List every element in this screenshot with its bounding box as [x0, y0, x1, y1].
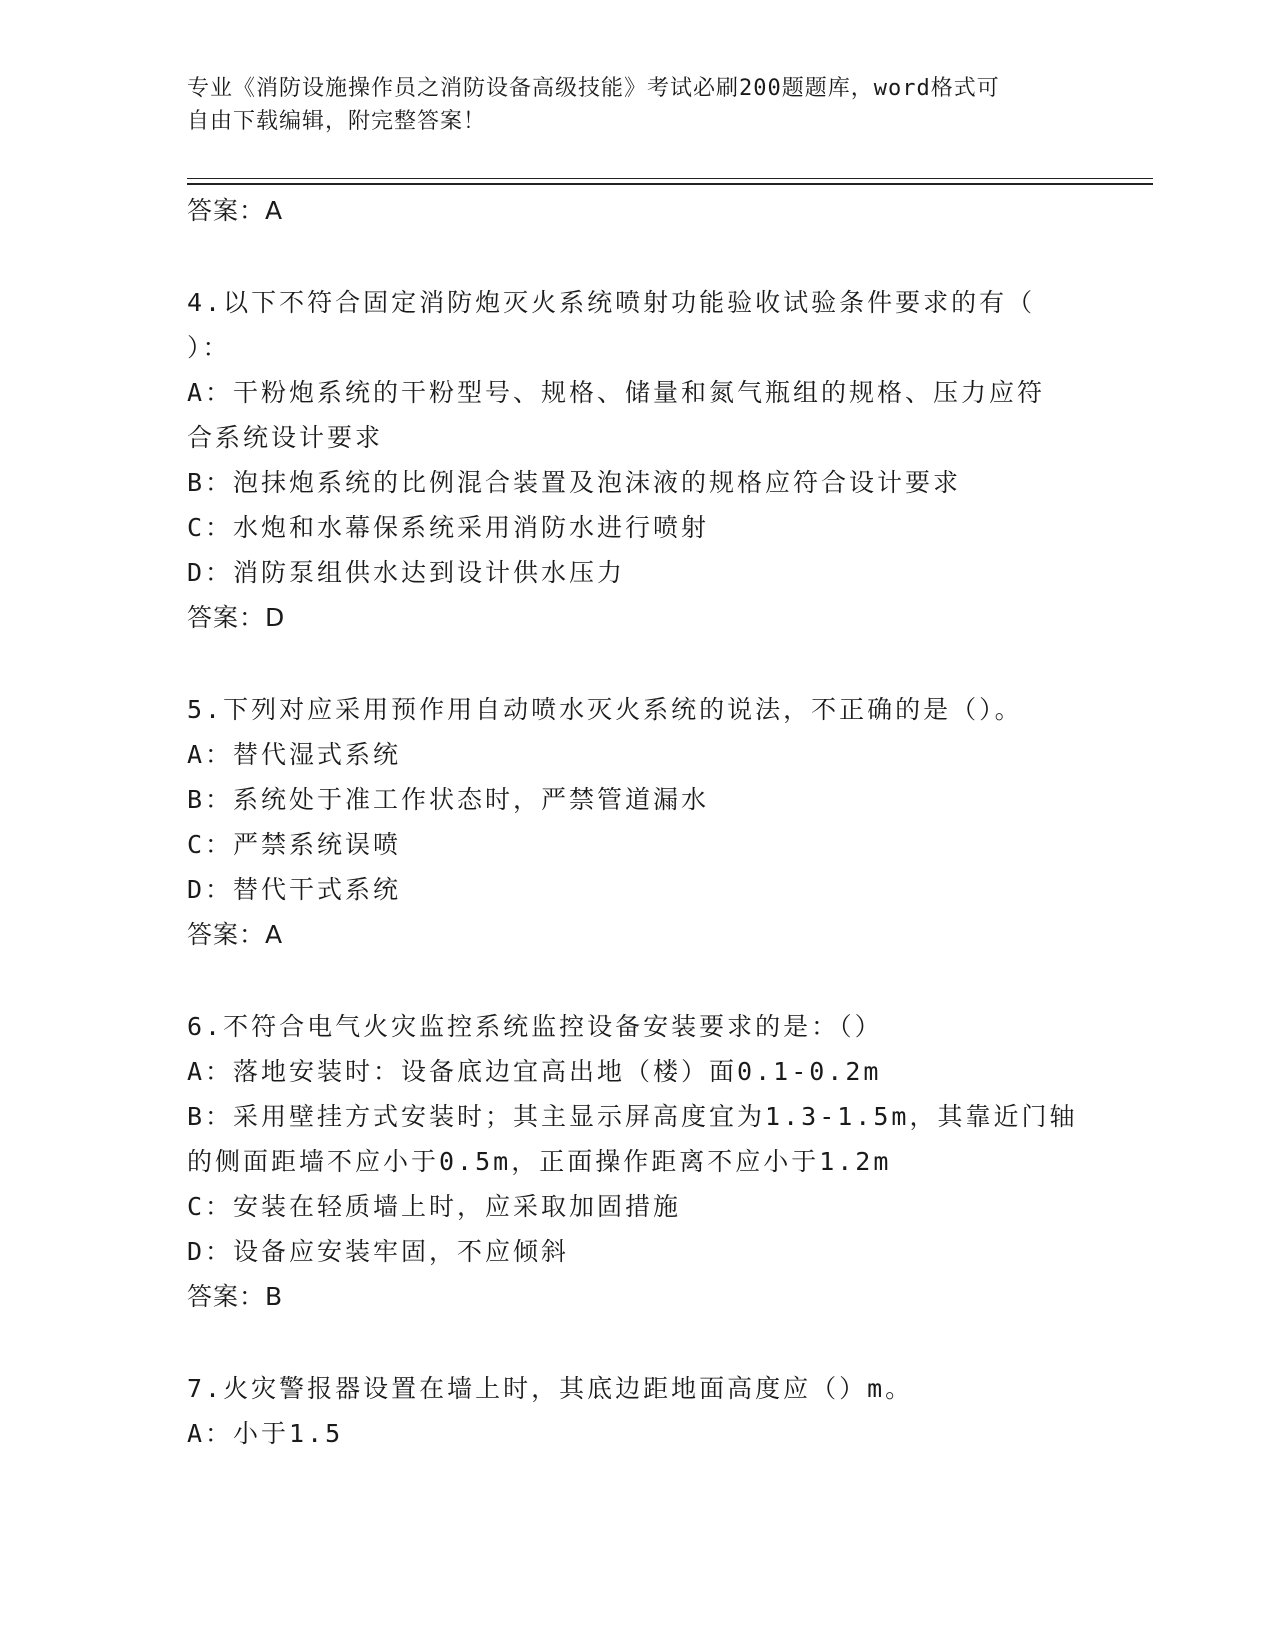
question-5	[187, 687, 1087, 957]
document-header	[187, 72, 1087, 138]
question-list	[187, 188, 1087, 1456]
option-a: A：干粉炮系统的干粉型号、规格、储量和氮气瓶组的规格、压力应符	[187, 378, 1046, 407]
header-line-2: 自由下载编辑，附完整答案！	[187, 109, 487, 134]
option-a: A：替代湿式系统	[187, 740, 402, 769]
option-b: B：系统处于准工作状态时，严禁管道漏水	[187, 785, 710, 814]
previous-answer: 答案：A	[187, 196, 284, 225]
spacer	[187, 233, 1087, 280]
question-stem: ）：	[187, 333, 231, 362]
option-b: B：采用壁挂方式安装时；其主显示屏高度宜为1.3-1.5m，其靠近门轴	[187, 1102, 1078, 1131]
spacer	[187, 1319, 1087, 1366]
answer: 答案：B	[187, 1282, 284, 1311]
question-4	[187, 280, 1087, 640]
option-d: D：消防泵组供水达到设计供水压力	[187, 558, 626, 587]
answer: 答案：D	[187, 603, 286, 632]
option-b-continued: 的侧面距墙不应小于0.5m，正面操作距离不应小于1.2m	[187, 1147, 892, 1176]
option-a-continued: 合系统设计要求	[187, 423, 384, 452]
question-stem: 4.以下不符合固定消防炮灭火系统喷射功能验收试验条件要求的有（	[187, 288, 1036, 317]
question-6	[187, 1004, 1087, 1319]
question-stem: 5.下列对应采用预作用自动喷水灭火系统的说法，不正确的是（）。	[187, 695, 1023, 724]
question-stem: 6.不符合电气火灾监控系统监控设备安装要求的是：（）	[187, 1012, 883, 1041]
option-d: D：设备应安装牢固，不应倾斜	[187, 1237, 570, 1266]
question-7	[187, 1366, 1087, 1456]
option-a: A：落地安装时：设备底边宜高出地（楼）面0.1-0.2m	[187, 1057, 882, 1086]
header-rule-thin	[187, 178, 1153, 179]
option-c: C：水炮和水幕保系统采用消防水进行喷射	[187, 513, 710, 542]
option-c: C：严禁系统误喷	[187, 830, 402, 859]
spacer	[187, 640, 1087, 687]
option-a: A：小于1.5	[187, 1419, 344, 1448]
header-line-1: 专业《消防设施操作员之消防设备高级技能》考试必刷200题题库，word格式可	[187, 76, 1000, 101]
option-b: B：泡抹炮系统的比例混合装置及泡沫液的规格应符合设计要求	[187, 468, 962, 497]
option-c: C：安装在轻质墙上时，应采取加固措施	[187, 1192, 682, 1221]
answer: 答案：A	[187, 920, 284, 949]
question-stem: 7.火灾警报器设置在墙上时，其底边距地面高度应（）m。	[187, 1374, 914, 1403]
header-rule-thick	[187, 183, 1153, 185]
option-d: D：替代干式系统	[187, 875, 402, 904]
spacer	[187, 957, 1087, 1004]
